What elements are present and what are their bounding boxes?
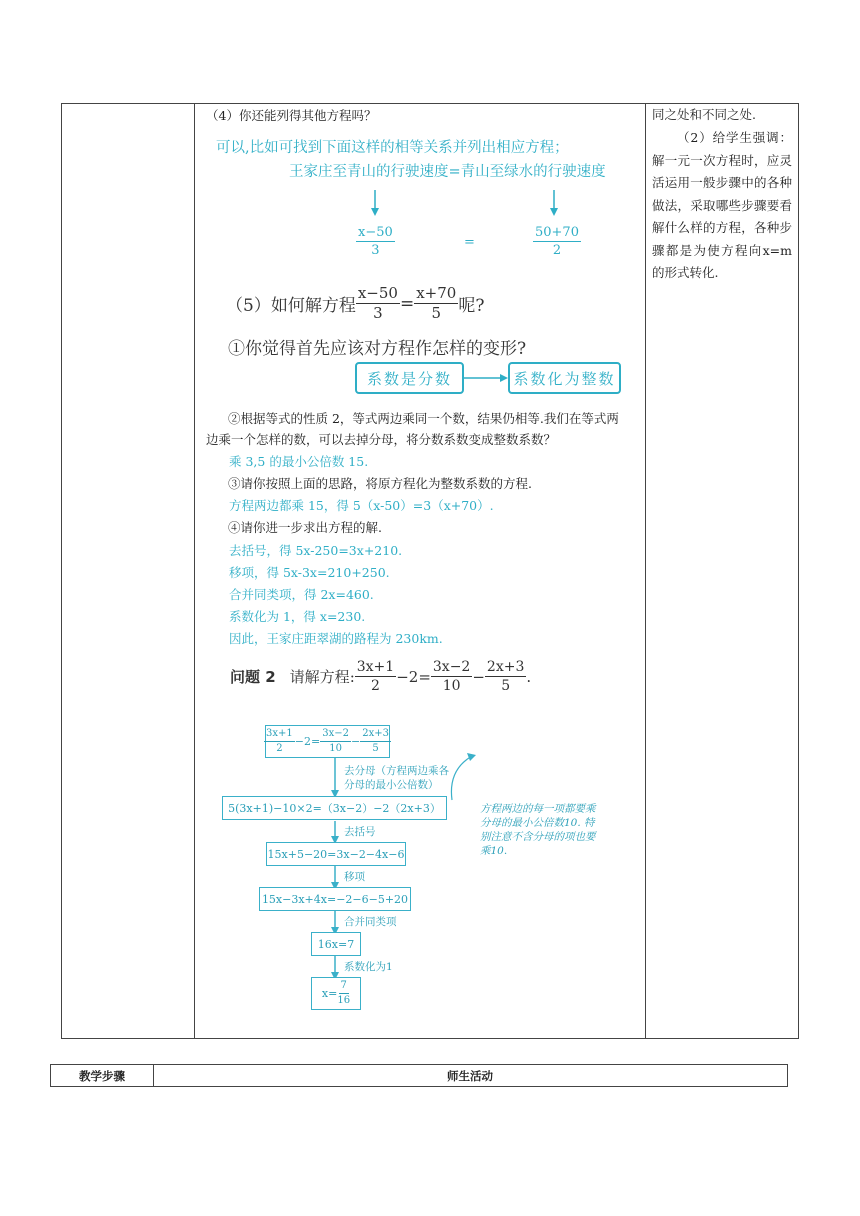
p2-minus-two: −2= bbox=[396, 667, 431, 686]
solution-step-3: 合并同类项，得 2x=460. bbox=[229, 587, 374, 602]
flow-label-remove-denominator-1: 去分母（方程两边乘各 bbox=[344, 765, 449, 777]
q5-equals: = bbox=[399, 293, 415, 314]
p2-c-numerator: 2x+3 bbox=[486, 659, 525, 675]
problem-2-text: 请解方程 bbox=[289, 668, 350, 686]
relation-left: 王家庄至青山的行驶速度 bbox=[289, 164, 449, 180]
box-coefficient-fraction: 系数是分数 bbox=[355, 362, 464, 394]
flow-box-step-2: 5(3x+1)−10×2=（3x−2）−2（2x+3） bbox=[222, 796, 447, 820]
fb1-a-denominator: 2 bbox=[276, 743, 283, 754]
p2-minus: − bbox=[472, 667, 485, 686]
flow-label-remove-denominator-2: 分母的最小公倍数） bbox=[344, 779, 439, 791]
equation-right-fraction bbox=[533, 226, 581, 257]
bottom-table-header bbox=[50, 1064, 788, 1087]
q5-f2-denominator: 5 bbox=[431, 304, 442, 322]
problem-2: 问题 2 请解方程 : $\frac{3x+1}{2}$ −2= $\frac{3x-2}{10}$ − $\frac{2x+3}{5}$ . bbox=[230, 659, 532, 694]
flow-label-remove-brackets: 去括号 bbox=[344, 826, 376, 838]
p2-c-denominator: 5 bbox=[501, 678, 511, 694]
problem-2-label: 问题 2 bbox=[230, 668, 276, 686]
answer-multiply: 方程两边都乘 15，得 5（x-50）=3（x+70）. bbox=[229, 498, 494, 513]
fb6-lhs: x= bbox=[321, 987, 338, 1000]
flow-box-step-3: 15x+5−20=3x−2−4x−6 bbox=[266, 842, 406, 866]
box-coefficient-integer: 系数化为整数 bbox=[508, 362, 621, 394]
q5-prefix: （5）如何解方程 bbox=[226, 296, 356, 316]
flow-box-step-5: 16x=7 bbox=[311, 932, 361, 956]
fb1-mid: −2= bbox=[294, 735, 321, 748]
flow-box-original-equation bbox=[265, 725, 390, 758]
down-arrows bbox=[360, 188, 570, 218]
relation-equals: = bbox=[448, 164, 461, 180]
answer-lcm: 乘 3,5 的最小公倍数 15. bbox=[229, 454, 369, 469]
q5-f1-denominator: 3 bbox=[373, 304, 383, 322]
equation-equals: = bbox=[464, 235, 475, 250]
box-arrow bbox=[464, 370, 510, 386]
solution-step-4: 系数化为 1，得 x=230. bbox=[229, 609, 366, 624]
flow-note-line-4: 乘10. bbox=[480, 845, 508, 857]
right-column-line-1: 同之处和不同之处. bbox=[652, 107, 756, 122]
flow-note-line-1: 方程两边的每一项都要乘 bbox=[480, 803, 596, 815]
flow-note-line-3: 别注意不含分母的项也要 bbox=[480, 831, 596, 843]
header-teaching-steps: 教学步骤 bbox=[79, 1068, 125, 1083]
q5-f1-numerator: x−50 bbox=[357, 284, 398, 302]
p2-a-numerator: 3x+1 bbox=[356, 659, 395, 675]
right-column-paragraph-2: （2）给学生强调：解一元一次方程时，应灵活运用一般步骤中的各种做法，采取哪些步骤要看解什么样的方程，各种步骤都是为使方程向x=m的形式转化. bbox=[652, 130, 792, 280]
step-4: ④请你进一步求出方程的解. bbox=[228, 520, 382, 535]
fb1-c-denominator: 5 bbox=[372, 743, 379, 754]
fb1-a-numerator: 3x+1 bbox=[264, 729, 295, 742]
question-4: （4）你还能列得其他方程吗？ bbox=[206, 108, 377, 123]
p2-b-denominator: 10 bbox=[442, 678, 461, 694]
p2-end: . bbox=[526, 667, 532, 686]
step-1: ①你觉得首先应该对方程作怎样的变形? bbox=[228, 339, 527, 359]
eq-right-denominator: 2 bbox=[552, 243, 562, 258]
relation-right: 青山至绿水的行驶速度 bbox=[460, 164, 606, 180]
step-3: ③请你按照上面的思路，将原方程化为整数系数的方程. bbox=[228, 476, 532, 491]
question-5 bbox=[226, 286, 484, 321]
p2-b-numerator: 3x−2 bbox=[432, 659, 471, 675]
flow-label-coefficient-one: 系数化为1 bbox=[344, 961, 393, 973]
flow-label-combine-terms: 合并同类项 bbox=[344, 916, 397, 928]
solution-step-2: 移项，得 5x-3x=210+250. bbox=[229, 565, 390, 580]
eq-left-denominator: 3 bbox=[371, 243, 380, 258]
fb1-c-numerator: 2x+3 bbox=[360, 729, 391, 742]
equation-left-fraction bbox=[356, 226, 395, 257]
fb1-b-denominator: 10 bbox=[329, 743, 342, 754]
fb1-b-numerator: 3x−2 bbox=[320, 729, 351, 742]
eq-left-numerator: x−50 bbox=[358, 225, 393, 240]
q5-suffix: 呢? bbox=[458, 296, 485, 316]
question-4-answer: 可以,比如可找到下面这样的相等关系并列出相应方程； bbox=[216, 140, 569, 156]
header-teacher-student-activity: 师生活动 bbox=[447, 1068, 493, 1083]
flow-note-line-2: 分母的最小公倍数10. 特 bbox=[480, 817, 595, 829]
column-divider-1 bbox=[194, 104, 195, 1038]
solution-step-1: 去括号，得 5x-250=3x+210. bbox=[229, 543, 403, 558]
flow-box-solution bbox=[311, 977, 361, 1010]
step-2-line-1: ②根据等式的性质 2，等式两边乘同一个数，结果仍相等.我们在等式两 bbox=[228, 411, 619, 426]
solution-conclusion: 因此，王家庄距翠湖的路程为 230km. bbox=[229, 631, 443, 646]
p2-a-denominator: 2 bbox=[371, 678, 380, 694]
flow-label-move-terms: 移项 bbox=[344, 871, 365, 883]
q5-f2-numerator: x+70 bbox=[416, 284, 457, 302]
column-divider-2 bbox=[645, 104, 646, 1038]
fb1-minus: − bbox=[350, 735, 361, 748]
step-2-line-2: 边乘一个怎样的数，可以去掉分母，将分数系数变成整数系数？ bbox=[206, 432, 557, 447]
fb6-denominator: 16 bbox=[337, 995, 351, 1006]
relation-line bbox=[289, 164, 606, 180]
flow-box-step-4: 15x−3x+4x=−2−6−5+20 bbox=[259, 887, 411, 911]
fb6-numerator: 7 bbox=[339, 981, 349, 994]
eq-right-numerator: 50+70 bbox=[535, 225, 579, 240]
